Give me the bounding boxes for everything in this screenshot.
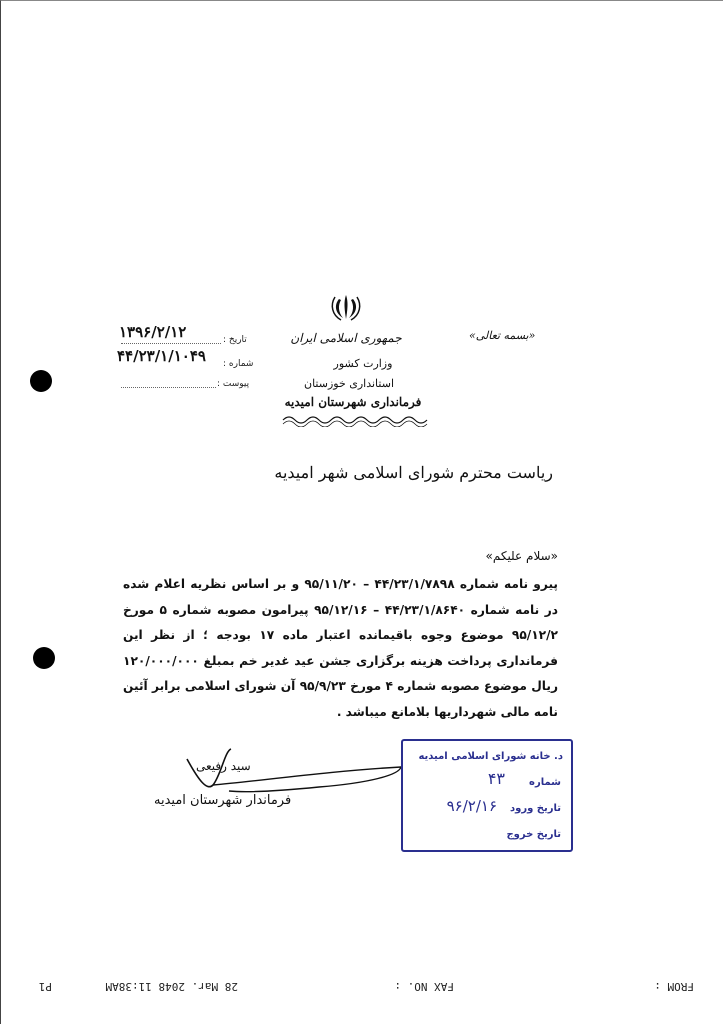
number-value: ۴۴/۲۳/۱/۱۰۴۹ [117, 347, 206, 365]
number-label: شماره : [223, 359, 254, 369]
date-value: ۱۳۹۶/۲/۱۲ [119, 323, 187, 341]
province-office-title: استانداری خوزستان [303, 377, 394, 390]
decorative-divider [281, 413, 431, 427]
fax-page: P1 [38, 980, 52, 993]
number-underline [121, 343, 221, 344]
greeting: «سلام علیکم» [485, 549, 558, 563]
punch-hole-top [30, 370, 52, 392]
stamp-number-label: شماره [529, 777, 561, 788]
fax-footer [1, 971, 723, 1001]
letter-body: پیرو نامه شماره ۴۴/۲۳/۱/۷۸۹۸ – ۹۵/۱۱/۲۰ و بر اساس نظریه اعلام شده در نامه شماره ۴۴/۲۳/۱/۸۶۴۰ – ۹۵/۱۲/۱۶ پیرامون مصوبه شماره ۵ مورخ ۹۵/۱۲/۲ موضوع وجوه باقیمانده اعتبار ماده ۱۷ بودجه ؛ از نظر این فرمانداری پرداخت هزینه برگزاری جشن عید غدیر خم بمبلغ ۱۲۰/۰۰۰/۰۰۰ ریال موضوع مصوبه شماره ۴ مورخ ۹۵/۹/۲۳ آن شورای اسلامی برابر آئین نامه مالی شهرداریها بلامانع میباشد . [123, 577, 558, 719]
stamp-entry-date-label: تاریخ ورود [509, 803, 561, 814]
iran-emblem-icon [329, 293, 363, 323]
signer-name: سید رفیعی [196, 759, 251, 773]
fax-number: FAX NO. : [394, 980, 454, 993]
date-label: تاریخ : [223, 335, 247, 345]
basmala: «بسمه تعالی» [469, 329, 536, 342]
stamp-council-line: د. خانه شورای اسلامی امیدیه [418, 751, 563, 762]
fax-timestamp: 28 Mar. 2048 11:38AM [105, 980, 238, 993]
attachment-underline [121, 387, 216, 388]
punch-hole-bottom [33, 647, 55, 669]
stamp-exit-date-label: تاریخ خروج [506, 829, 561, 840]
attachment-label: پیوست : [217, 379, 250, 389]
recipient-address: ریاست محترم شورای اسلامی شهر امیدیه [274, 463, 553, 482]
fax-from: FROM : [654, 980, 694, 993]
ministry-title: وزارت کشور [333, 357, 393, 370]
signer-title: فرماندار شهرستان امیدیه [154, 793, 292, 808]
county-office-title: فرمانداری شهرستان امیدیه [284, 395, 422, 409]
stamp-entry-date-value: ۹۶/۲/۱۶ [446, 797, 497, 815]
republic-title: جمهوری اسلامی ایران [290, 331, 402, 345]
receipt-stamp [401, 739, 573, 852]
stamp-number-value: ۴۳ [487, 769, 505, 788]
